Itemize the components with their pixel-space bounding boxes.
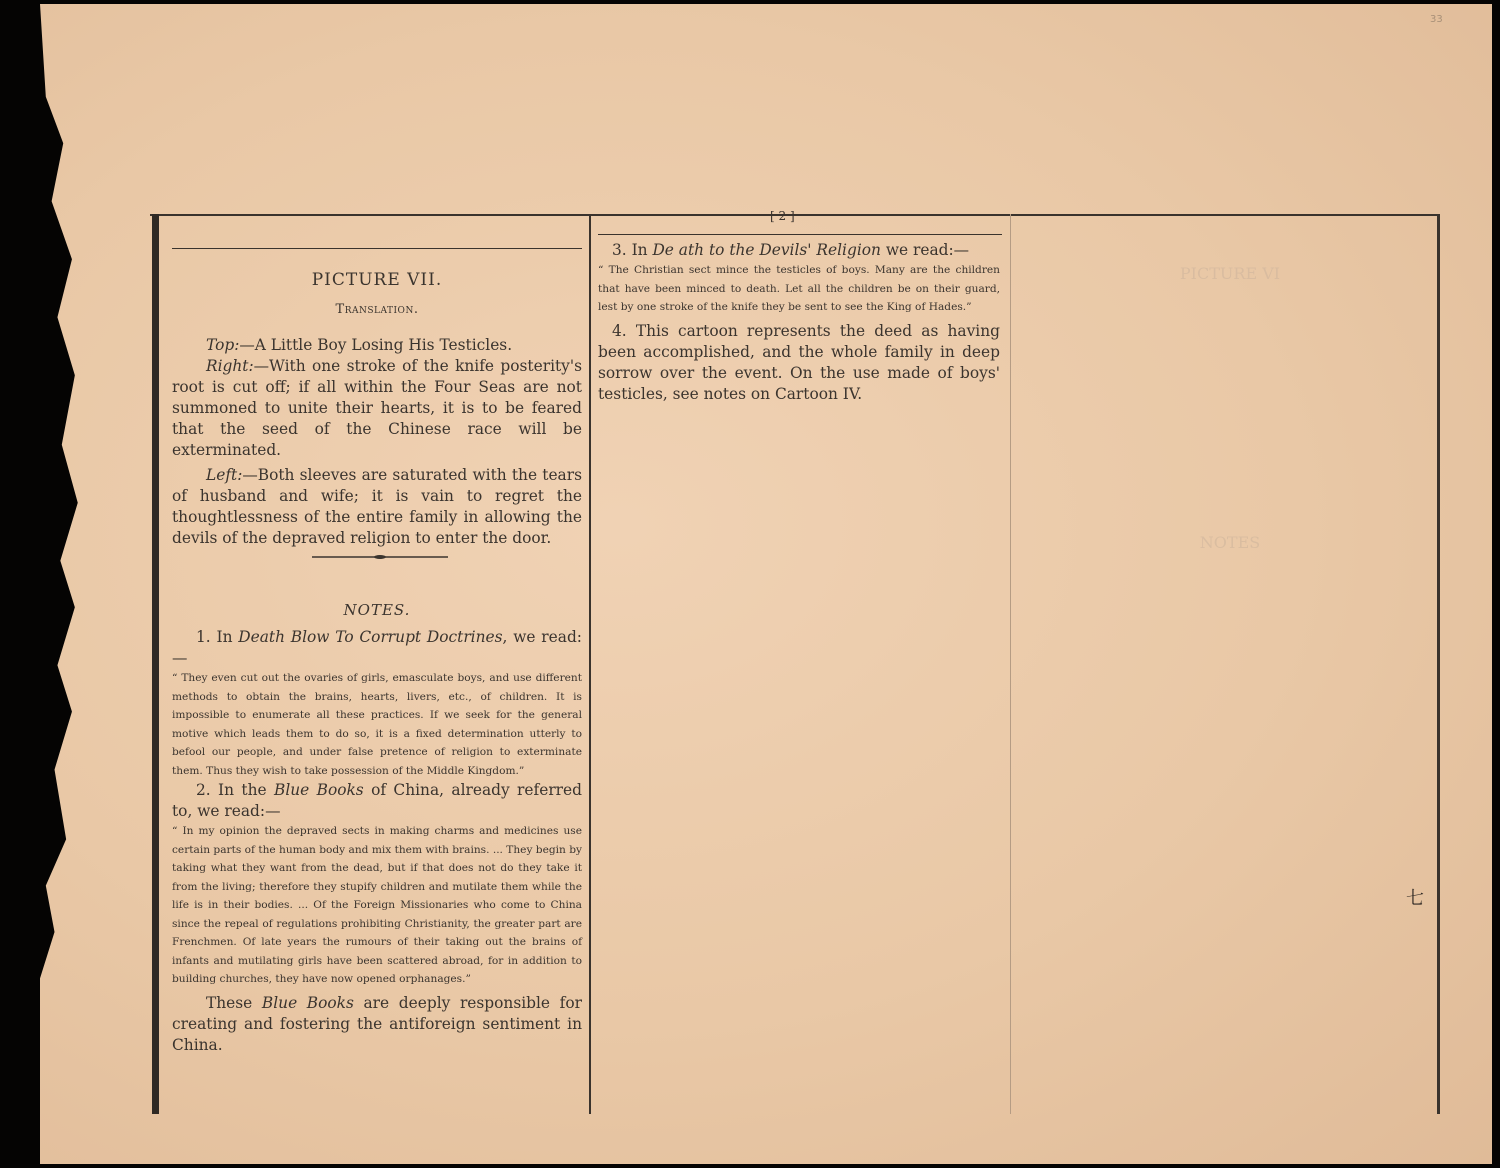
right-text: —With one stroke of the knife posterity's root is cut off; if all within the Four Seas are not summoned to unite their hearts, it is to be feared that the seed of the Chinese race will be exterminated.: [172, 357, 582, 459]
frame-right-rule: [1437, 214, 1440, 1114]
note-4: 4. This cartoon represents the deed as having been accomplished, and the whole family in deep sorrow over the event. On the use made of boys' testicles, see notes on Cartoon IV.: [598, 321, 1000, 403]
right-label: Right:: [206, 357, 254, 375]
corner-number: 33: [1430, 14, 1443, 25]
right-column-bleedthrough: [1030, 240, 1430, 566]
ghost-notes: NOTES: [1199, 533, 1261, 552]
note-3-heading: 3. In De ath to the Devils' Religion we read:—: [612, 241, 970, 259]
left-text: —Both sleeves are saturated with the tears of husband and wife; it is vain to regret the thoughtlessness of the entire family in allowing the devils of the depraved religion to enter the door.: [172, 466, 582, 547]
top-text: —A Little Boy Losing His Testicles.: [239, 336, 513, 354]
middle-column: [598, 240, 1000, 405]
note-2-source: Blue Books: [274, 781, 364, 799]
note-1-heading: 1. In Death Blow To Corrupt Doctrines, we read:—: [172, 628, 582, 667]
frame-left-rule: [152, 214, 159, 1114]
note-2-quote: “ In my opinion the depraved sects in making charms and medicines use certain parts of the human body and mix them with brains. ... They begin by taking what they want from the dead, but if that does not do they take it from the living; therefore they stupify children and mutilate them while the life is in their bodies. ... Of the Foreign Missionaries who come to China since the repeal of regulations prohibiting Christianity, the greater part are Frenchmen. Of late years the rumours of their taking out the brains of infants and mutilating girls have been scattered abroad, for in addition to building churches, they have now opened orphanages.”: [172, 825, 582, 985]
left-label: Left:: [206, 466, 243, 484]
top-caption: [172, 335, 582, 356]
column-divider-2: [1010, 214, 1011, 1114]
page-number: [ 2 ]: [770, 209, 795, 223]
left-caption: [172, 465, 582, 549]
translation-subtitle: Translation.: [335, 302, 419, 317]
top-label: Top:: [206, 336, 240, 354]
note-1-quote: “ They even cut out the ovaries of girls, emasculate boys, and use different methods to obtain the brains, hearts, livers, etc., of children. It is impossible to enumerate all these practices. If we seek for the general motive which leads them to do so, it is a fixed determination utterly to befool our people, and under false pretence of religion to exterminate them. Thus they wish to take possession of the Middle Kingdom.”: [172, 672, 582, 777]
closing-source: Blue Books: [261, 993, 354, 1012]
closing-paragraph: These Blue Books are deeply responsible for creating and fostering the antiforeign sentiment in China.: [172, 993, 582, 1054]
right-caption: [172, 356, 582, 461]
note-3-source: De ath to the Devils' Religion: [652, 241, 881, 259]
ghost-title: PICTURE VI: [1179, 264, 1281, 283]
left-column: [172, 270, 582, 1056]
picture-title: PICTURE VII.: [311, 270, 443, 290]
note-3-quote: “ The Christian sect mince the testicles of boys. Many are the children that have been minced to death. Let all the children be on their guard, lest by one stroke of the knife they be sent to see the King of Hades.”: [598, 264, 1000, 313]
frame-top-rule: [150, 214, 1440, 216]
column-divider-1: [589, 214, 591, 1114]
side-character: 七: [1406, 888, 1424, 909]
notes-heading: NOTES.: [343, 601, 411, 619]
header-rule-left: [172, 248, 582, 249]
header-rule-middle: [598, 234, 1002, 235]
note-2-heading: 2. In the Blue Books of China, already referred to, we read:—: [172, 781, 583, 820]
note-1-source: Death Blow To Corrupt Doctrines: [238, 628, 503, 646]
